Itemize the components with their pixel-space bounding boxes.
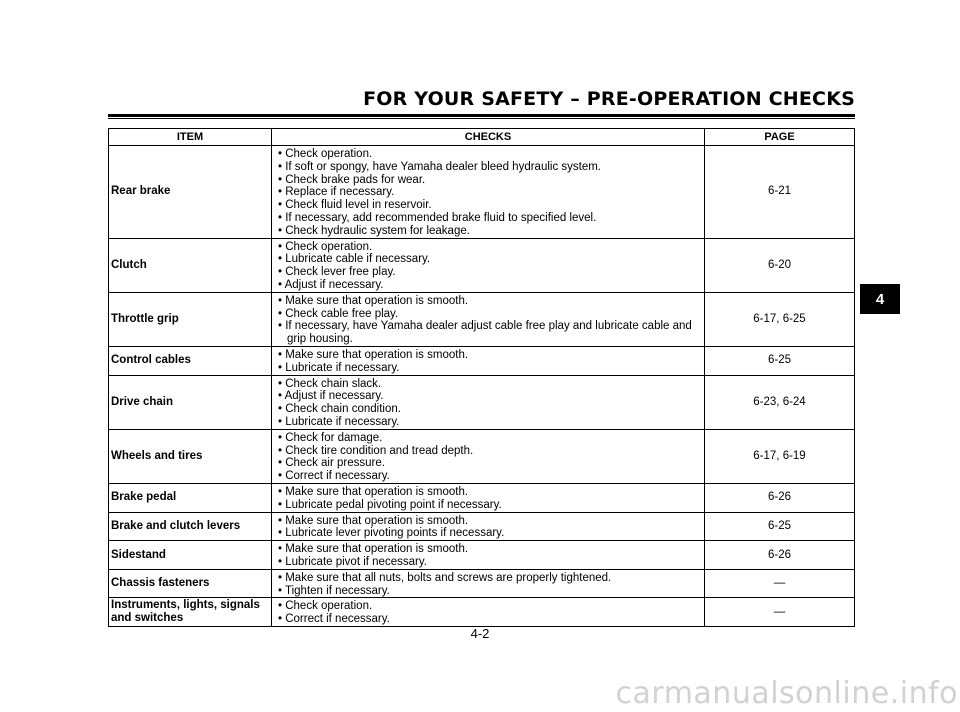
check-line: • Adjust if necessary. bbox=[278, 390, 384, 403]
page-reference: — bbox=[705, 598, 855, 627]
checks-cell bbox=[272, 512, 705, 541]
item-cell: Brake and clutch levers bbox=[109, 512, 272, 541]
table-header-row bbox=[109, 129, 855, 146]
page-reference: 6-20 bbox=[705, 238, 855, 292]
page-reference: — bbox=[705, 569, 855, 598]
check-line: • Adjust if necessary. bbox=[278, 278, 384, 291]
check-line: • Make sure that operation is smooth. bbox=[278, 294, 469, 307]
title-rule-thin bbox=[108, 118, 855, 119]
item-cell: Brake pedal bbox=[109, 483, 272, 512]
title-rule bbox=[108, 114, 855, 117]
table-row bbox=[109, 346, 855, 375]
table-row bbox=[109, 483, 855, 512]
page-reference: 6-17, 6-25 bbox=[705, 292, 855, 346]
pre-operation-checks-table bbox=[108, 128, 855, 627]
check-line: • Lubricate lever pivoting points if necessary. bbox=[278, 527, 505, 540]
column-header-checks: CHECKS bbox=[272, 129, 705, 146]
table-row bbox=[109, 541, 855, 570]
check-line: • Make sure that operation is smooth. bbox=[278, 543, 469, 556]
page-reference: 6-25 bbox=[705, 512, 855, 541]
table-row bbox=[109, 238, 855, 292]
page-reference: 6-26 bbox=[705, 483, 855, 512]
checks-cell bbox=[272, 146, 705, 239]
check-line: • Correct if necessary. bbox=[278, 613, 390, 626]
check-line: • Check air pressure. bbox=[278, 457, 385, 470]
item-cell: Sidestand bbox=[109, 541, 272, 570]
item-cell: Rear brake bbox=[109, 146, 272, 239]
page-reference: 6-26 bbox=[705, 541, 855, 570]
checks-cell bbox=[272, 292, 705, 346]
checks-cell bbox=[272, 483, 705, 512]
check-line: • Lubricate if necessary. bbox=[278, 361, 400, 374]
check-line: • Make sure that operation is smooth. bbox=[278, 485, 469, 498]
page-title: FOR YOUR SAFETY – PRE-OPERATION CHECKS bbox=[363, 88, 855, 110]
table-row bbox=[109, 429, 855, 483]
check-line: • Check lever free play. bbox=[278, 266, 396, 279]
table-row bbox=[109, 512, 855, 541]
page-header bbox=[108, 84, 855, 112]
check-line: • Check cable free play. bbox=[278, 307, 399, 320]
check-line: • Lubricate pedal pivoting point if necessary. bbox=[278, 498, 502, 511]
page-reference: 6-25 bbox=[705, 346, 855, 375]
check-line: • Lubricate cable if necessary. bbox=[278, 253, 431, 266]
item-cell: Throttle grip bbox=[109, 292, 272, 346]
checks-cell bbox=[272, 375, 705, 429]
check-line: • Check brake pads for wear. bbox=[278, 173, 426, 186]
check-line: • Check hydraulic system for leakage. bbox=[278, 224, 470, 237]
checks-cell bbox=[272, 598, 705, 627]
check-line: • Correct if necessary. bbox=[278, 470, 390, 483]
checks-cell bbox=[272, 429, 705, 483]
check-line: • Lubricate if necessary. bbox=[278, 415, 400, 428]
table-row bbox=[109, 146, 855, 239]
check-line: • Check operation. bbox=[278, 148, 373, 160]
check-line: • Check for damage. bbox=[278, 431, 383, 444]
check-line: • Tighten if necessary. bbox=[278, 584, 390, 597]
check-line: • Replace if necessary. bbox=[278, 186, 395, 199]
item-cell: Drive chain bbox=[109, 375, 272, 429]
item-cell: Control cables bbox=[109, 346, 272, 375]
check-line: • Make sure that all nuts, bolts and screws are properly tightened. bbox=[278, 571, 612, 584]
checks-cell bbox=[272, 346, 705, 375]
item-cell: Instruments, lights, signals and switches bbox=[109, 598, 272, 627]
check-line: • Check chain condition. bbox=[278, 403, 401, 416]
chapter-tab: 4 bbox=[860, 284, 900, 314]
check-line: • Check fluid level in reservoir. bbox=[278, 199, 432, 212]
check-line: • Make sure that operation is smooth. bbox=[278, 348, 469, 361]
item-cell: Clutch bbox=[109, 238, 272, 292]
table-row bbox=[109, 598, 855, 627]
check-line: • Check chain slack. bbox=[278, 377, 382, 390]
check-line: • Check tire condition and tread depth. bbox=[278, 444, 474, 457]
check-line: • Lubricate pivot if necessary. bbox=[278, 555, 427, 568]
check-line: • Check operation. bbox=[278, 240, 373, 253]
check-line: • Check operation. bbox=[278, 600, 373, 613]
table-row bbox=[109, 292, 855, 346]
check-line: • If necessary, have Yamaha dealer adjust cable free play and lubricate cable and grip housing. bbox=[278, 320, 692, 346]
page-reference: 6-17, 6-19 bbox=[705, 429, 855, 483]
item-cell: Wheels and tires bbox=[109, 429, 272, 483]
checks-cell bbox=[272, 238, 705, 292]
page-reference: 6-21 bbox=[705, 146, 855, 239]
checks-cell bbox=[272, 541, 705, 570]
check-line: • Make sure that operation is smooth. bbox=[278, 514, 469, 527]
page-number: 4-2 bbox=[470, 626, 490, 641]
table-row bbox=[109, 569, 855, 598]
checks-cell bbox=[272, 569, 705, 598]
table-row bbox=[109, 375, 855, 429]
column-header-page: PAGE bbox=[705, 129, 855, 146]
item-cell: Chassis fasteners bbox=[109, 569, 272, 598]
check-line: • If necessary, add recommended brake fluid to specified level. bbox=[278, 211, 597, 224]
page-reference: 6-23, 6-24 bbox=[705, 375, 855, 429]
column-header-item: ITEM bbox=[109, 129, 272, 146]
check-line: • If soft or spongy, have Yamaha dealer bleed hydraulic system. bbox=[278, 160, 602, 173]
watermark: carmanualsonline.info bbox=[615, 676, 958, 711]
